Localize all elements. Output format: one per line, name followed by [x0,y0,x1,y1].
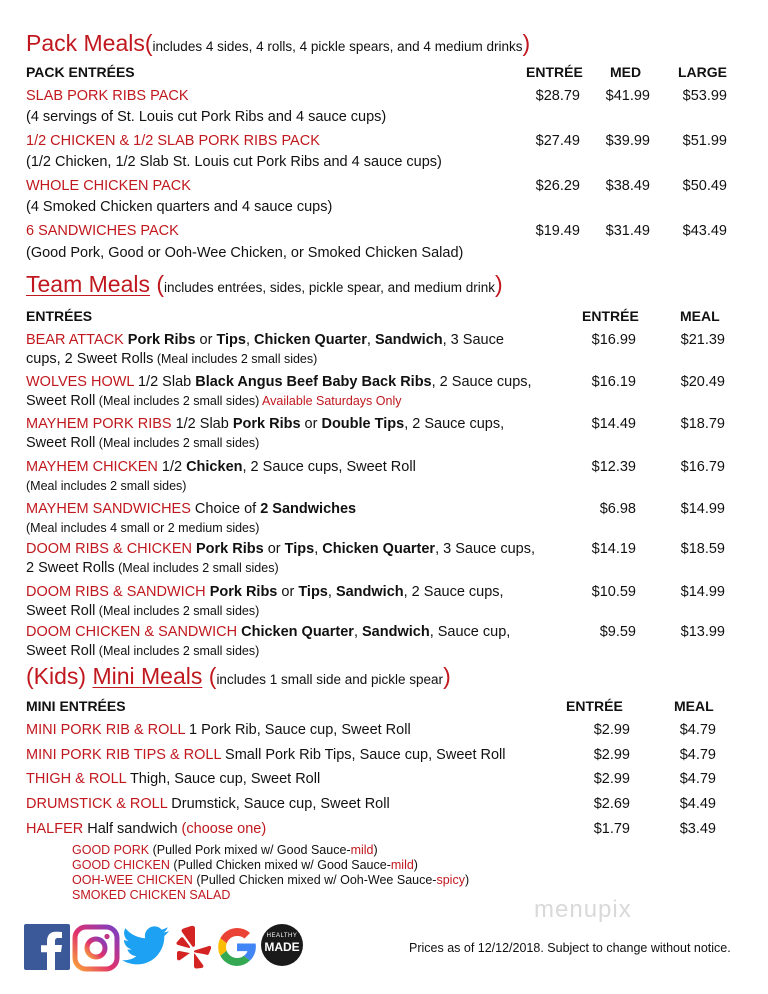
team-item-price: $16.99 [591,332,636,348]
halfer-option-description: (Pulled Chicken mixed w/ Good Sauce- [169,858,391,872]
team-item-name: MAYHEM CHICKEN [26,459,158,475]
pack-item-description: (1/2 Chicken, 1/2 Slab St. Louis cut Pork Ribs and 4 sauce cups) [26,154,442,170]
team-item-price: $14.49 [591,416,636,432]
team-item-meal-note: (Meal includes 2 small sides) [114,561,279,575]
team-item-highlight: Pork Ribs [127,332,196,348]
kids-item-choice: (choose one) [181,821,267,837]
team-item-text: , 2 Sauce cups, Sweet Roll [242,459,416,475]
kids-item-price: $4.49 [679,796,716,812]
kids-col-entree: ENTRÉE [566,698,623,714]
kids-item-description: Thigh, Sauce cup, Sweet Roll [126,771,321,787]
pack-note: includes 4 sides, 4 rolls, 4 pickle spears, and 4 medium drinks [152,39,523,54]
kids-column-header: MINI ENTRÉES [26,698,126,714]
team-item-highlight: Tips [298,584,328,600]
pack-col-entree: ENTRÉE [526,64,583,80]
badge-main-text: MADE [264,940,300,954]
halfer-option-name: OOH-WEE CHICKEN [72,873,193,887]
team-item-line2 [26,520,259,536]
team-item-highlight: Black Angus Beef Baby Back Ribs [195,374,432,390]
team-item-text: Sweet Roll [26,435,96,451]
kids-item-line [26,722,411,738]
facebook-icon[interactable] [24,924,70,970]
pack-item-price: $53.99 [682,88,727,104]
kids-item-price: $1.79 [593,821,630,837]
team-item-name: MAYHEM SANDWICHES [26,501,191,517]
team-item-meal-note: (Meal includes 2 small sides) [26,479,187,493]
team-item-text: , [327,584,336,600]
team-item-name: BEAR ATTACK [26,332,124,348]
team-item-meal-note: (Meal includes 2 small sides) [95,394,260,408]
team-item-line [26,541,535,557]
team-item-price: $14.99 [680,501,725,517]
team-item-price: $16.19 [591,374,636,390]
team-item-text: 2 Sweet Rolls [26,560,115,576]
pack-item-name: 6 SANDWICHES PACK [26,223,179,239]
halfer-option-description: (Pulled Chicken mixed w/ Ooh-Wee Sauce- [192,873,437,887]
kids-item-line [26,771,320,787]
team-item-text: , 2 Sauce cups, [403,584,504,600]
kids-item-name: DRUMSTICK & ROLL [26,796,168,812]
team-item-meal-note: (Meal includes 2 small sides) [95,436,260,450]
halfer-option [72,858,418,872]
team-item-line [26,624,510,640]
team-item-price: $13.99 [680,624,725,640]
pack-item-price: $31.49 [605,223,650,239]
kids-item-price: $2.69 [593,796,630,812]
team-item-line [26,374,532,390]
team-item-highlight: Pork Ribs [209,584,278,600]
pack-column-header: PACK ENTRÉES [26,64,135,80]
team-item-line [26,332,504,348]
team-item-name: DOOM CHICKEN & SANDWICH [26,624,238,640]
kids-item-price: $2.99 [593,771,630,787]
team-item-text: , 2 Sauce cups, [431,374,532,390]
halfer-option-heat: mild [390,858,414,872]
pack-item-price: $39.99 [605,133,650,149]
team-item-price: $6.98 [599,501,636,517]
team-item-meal-note: (Meal includes 2 small sides) [95,604,260,618]
pack-item-name: SLAB PORK RIBS PACK [26,88,189,104]
team-title: Team Meals [26,271,150,297]
team-item-price: $9.59 [599,624,636,640]
made-badge-icon[interactable] [261,924,303,966]
team-item-highlight: Chicken [186,459,243,475]
pack-item-price: $19.49 [535,223,580,239]
team-item-price: $18.59 [680,541,725,557]
team-item-text: 1/2 Slab [171,416,233,432]
team-item-text: 1/2 [157,459,187,475]
twitter-icon[interactable] [122,926,170,968]
pack-item-price: $26.29 [535,178,580,194]
team-item-highlight: Double Tips [321,416,405,432]
team-item-text: or [300,416,322,432]
team-item-text: , [366,332,375,348]
halfer-option-name: GOOD PORK [72,843,150,857]
team-item-text: or [263,541,285,557]
team-item-price: $10.59 [591,584,636,600]
pack-item-price: $51.99 [682,133,727,149]
pack-section-title: Pack Meals(includes 4 sides, 4 rolls, 4 pickle spears, and 4 medium drinks) [26,30,531,56]
halfer-option [72,888,230,902]
pack-col-large: LARGE [678,64,727,80]
team-item-text: , [245,332,255,348]
team-item-line2 [26,393,401,409]
kids-item-name: THIGH & ROLL [26,771,127,787]
yelp-icon[interactable] [174,924,214,970]
kids-item-description: Drumstick, Sauce cup, Sweet Roll [167,796,390,812]
instagram-icon[interactable] [72,924,120,972]
kids-item-price: $2.99 [593,722,630,738]
pack-item-name: WHOLE CHICKEN PACK [26,178,191,194]
team-note: includes entrées, sides, pickle spear, and medium drink [164,280,495,295]
team-item-text: Sweet Roll [26,603,96,619]
team-item-text: , 3 Sauce [442,332,504,348]
team-item-line [26,459,416,475]
team-item-text: , 3 Sauce cups, [435,541,536,557]
team-item-name: MAYHEM PORK RIBS [26,416,172,432]
team-item-highlight: Chicken Quarter [254,332,367,348]
kids-item-line [26,796,390,812]
team-item-line2 [26,478,186,494]
team-item-text: Choice of [190,501,261,517]
kids-item-description: 1 Pork Rib, Sauce cup, Sweet Roll [185,722,411,738]
kids-item-description: Half sandwich [83,821,182,837]
pack-item-description: (4 Smoked Chicken quarters and 4 sauce cups) [26,199,333,215]
halfer-option-end: ) [413,858,418,872]
team-item-line [26,584,504,600]
halfer-option [72,873,469,887]
team-item-text: cups, 2 Sweet Rolls [26,351,154,367]
halfer-option-description: (Pulled Pork mixed w/ Good Sauce- [149,843,351,857]
team-item-line2 [26,560,279,576]
pack-item-description: (4 servings of St. Louis cut Pork Ribs and 4 sauce cups) [26,109,387,125]
pack-item-price: $43.49 [682,223,727,239]
team-item-highlight: Pork Ribs [196,541,264,557]
kids-section-title: (Kids) Mini Meals (includes 1 small side and pickle spear) [26,663,451,689]
pack-item-description: (Good Pork, Good or Ooh-Wee Chicken, or Smoked Chicken Salad) [26,245,464,261]
team-item-line [26,501,356,517]
team-item-name: WOLVES HOWL [26,374,134,390]
team-item-text: Sweet Roll [26,643,96,659]
team-item-text: Sweet Roll [26,393,96,409]
team-item-availability: Available Saturdays Only [259,394,402,408]
team-item-name: DOOM RIBS & SANDWICH [26,584,206,600]
team-item-text: or [195,332,217,348]
kids-item-price: $2.99 [593,747,630,763]
kids-item-name: MINI PORK RIB TIPS & ROLL [26,747,221,763]
halfer-option-end: ) [373,843,378,857]
team-col-meal: MEAL [680,308,720,324]
kids-item-price: $4.79 [679,747,716,763]
kids-item-description: Small Pork Rib Tips, Sauce cup, Sweet Roll [221,747,506,763]
kids-item-name: HALFER [26,821,84,837]
halfer-option-name: SMOKED CHICKEN SALAD [72,888,231,902]
team-item-meal-note: (Meal includes 4 small or 2 medium sides) [26,521,260,535]
team-item-highlight: Tips [216,332,246,348]
prices-disclaimer: Prices as of 12/12/2018. Subject to change without notice. [409,941,731,955]
team-item-price: $16.79 [680,459,725,475]
team-column-header: ENTRÉES [26,308,93,324]
pack-col-med: MED [610,64,642,80]
halfer-option-heat: spicy [436,873,465,887]
badge-top-text: HEALTHY [266,933,298,939]
team-item-line2 [26,643,259,659]
team-item-highlight: Pork Ribs [232,416,301,432]
team-item-name: DOOM RIBS & CHICKEN [26,541,192,557]
pack-item-price: $50.49 [682,178,727,194]
kids-title: Mini Meals [92,663,203,689]
team-item-text: , 2 Sauce cups, [404,416,505,432]
team-section-title: Team Meals (includes entrées, sides, pickle spear, and medium drink) [26,271,503,297]
team-item-meal-note: (Meal includes 2 small sides) [95,644,260,658]
kids-col-meal: MEAL [674,698,714,714]
team-item-highlight: Chicken Quarter [322,541,436,557]
halfer-option [72,843,378,857]
team-item-line2 [26,603,259,619]
team-item-highlight: Tips [284,541,315,557]
pack-item-name: 1/2 CHICKEN & 1/2 SLAB PORK RIBS PACK [26,133,320,149]
team-item-text: , [314,541,323,557]
kids-item-line [26,821,266,837]
kids-item-price: $3.49 [679,821,716,837]
pack-item-price: $41.99 [605,88,650,104]
team-col-entree: ENTRÉE [582,308,639,324]
team-item-text: , Sauce cup, [429,624,511,640]
google-icon[interactable] [214,924,260,970]
kids-item-price: $4.79 [679,722,716,738]
team-item-price: $14.99 [680,584,725,600]
halfer-option-end: ) [464,873,470,887]
team-item-highlight: Sandwich [374,332,443,348]
kids-item-price: $4.79 [679,771,716,787]
team-item-text: 1/2 Slab [133,374,196,390]
team-item-price: $12.39 [591,459,636,475]
menupix-watermark: menupix [534,896,632,923]
team-item-highlight: 2 Sandwiches [260,501,357,517]
kids-note: includes 1 small side and pickle spear [216,672,444,687]
halfer-option-heat: mild [350,843,374,857]
team-item-highlight: Sandwich [362,624,430,640]
pack-item-price: $28.79 [535,88,580,104]
pack-item-price: $38.49 [605,178,650,194]
kids-prefix: (Kids) [26,663,87,689]
kids-item-line [26,747,505,763]
team-item-text: , [353,624,362,640]
team-item-highlight: Chicken Quarter [241,624,354,640]
team-item-line [26,416,504,432]
team-item-meal-note: (Meal includes 2 small sides) [153,352,318,366]
team-item-line2 [26,435,259,451]
halfer-option-name: GOOD CHICKEN [72,858,170,872]
team-item-highlight: Sandwich [335,584,404,600]
team-item-price: $14.19 [591,541,636,557]
team-item-price: $20.49 [680,374,725,390]
team-item-price: $18.79 [680,416,725,432]
pack-item-price: $27.49 [535,133,580,149]
team-item-text: or [277,584,299,600]
pack-title: Pack Meals [26,30,145,56]
team-item-line2 [26,351,317,367]
kids-item-name: MINI PORK RIB & ROLL [26,722,185,738]
team-item-price: $21.39 [680,332,725,348]
